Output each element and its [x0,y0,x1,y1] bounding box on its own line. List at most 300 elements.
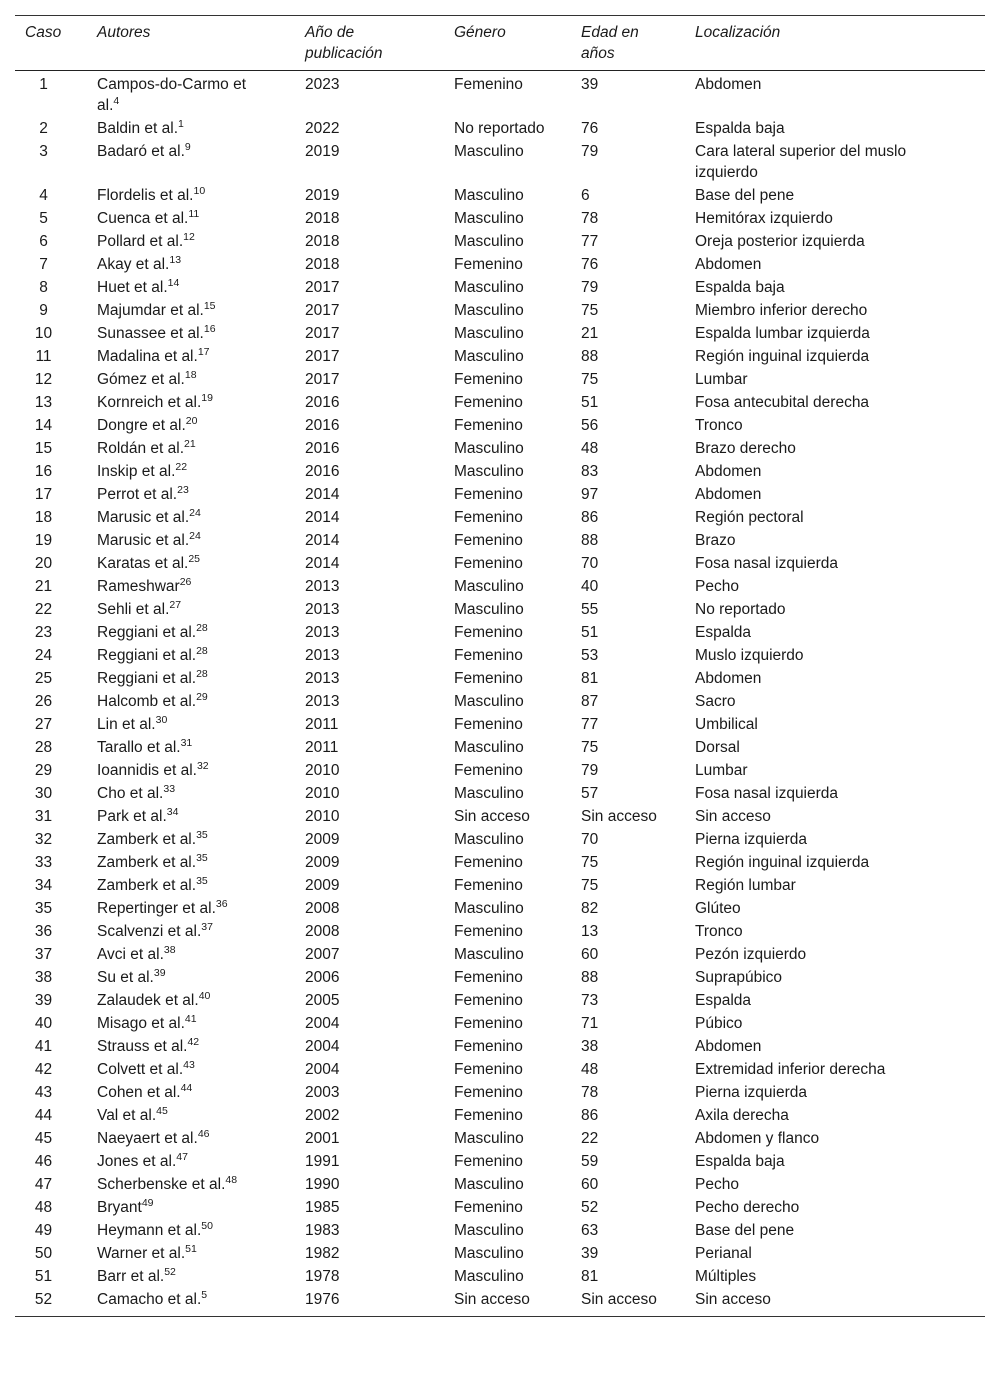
genero-text: Masculino [454,187,524,204]
localizacion-text: Brazo derecho [695,440,796,457]
cell-autores [97,1219,305,1242]
genero-text: Femenino [454,1038,523,1055]
genero-text: Femenino [454,670,523,687]
cell-autores [97,322,305,345]
author-text [97,1128,262,1149]
cell-anio: 2013 [305,601,340,618]
cell-edad [581,1288,695,1317]
cell-edad [581,1127,695,1150]
cell-caso: 2 [39,120,48,137]
cell-genero [454,598,581,621]
author-text [97,921,262,942]
localizacion-text: Base del pene [695,187,795,204]
edad-text: 76 [581,120,599,137]
edad-text: 77 [581,233,599,250]
edad-text: 40 [581,578,599,595]
cell-caso: 14 [34,417,53,434]
author-name: Naeyaert et al. [97,1130,198,1147]
author-text [97,392,262,413]
author-name: Jones et al. [97,1153,177,1170]
cell-localizacion [695,529,985,552]
cell-anio: 2010 [305,808,340,825]
cell-autores [97,920,305,943]
edad-text: 86 [581,509,599,526]
localizacion-text: Abdomen [695,76,762,93]
cell-caso: 13 [34,394,53,411]
author-name: Gómez et al. [97,371,185,388]
cell-autores [97,368,305,391]
cell-autores [97,782,305,805]
cell-caso: 17 [34,486,53,503]
reference-number: 19 [201,392,213,404]
cell-edad [581,805,695,828]
cell-genero [454,1265,581,1288]
cell-genero [454,345,581,368]
cell-edad [581,437,695,460]
genero-text: No reportado [454,120,545,137]
author-text [97,530,262,551]
cell-edad [581,874,695,897]
cell-autores [97,460,305,483]
author-text [97,185,262,206]
localizacion-text: Suprapúbico [695,969,783,986]
author-text [97,967,262,988]
table-row [15,1196,985,1219]
cell-caso: 18 [34,509,53,526]
reference-number: 28 [196,668,208,680]
cell-caso: 1 [39,76,48,93]
cell-localizacion [695,782,985,805]
cell-anio: 2016 [305,394,340,411]
localizacion-text: Abdomen y flanco [695,1130,820,1147]
cell-caso: 37 [34,946,53,963]
author-text [97,1289,262,1310]
cell-edad [581,736,695,759]
cell-genero [454,437,581,460]
genero-text: Masculino [454,946,524,963]
cell-caso: 25 [34,670,53,687]
cell-genero [454,1081,581,1104]
reference-number: 28 [196,645,208,657]
localizacion-text: Abdomen [695,486,762,503]
table-header-row [15,16,985,71]
table-row [15,117,985,140]
table-row [15,529,985,552]
author-text [97,415,262,436]
edad-text: Sin acceso [581,808,657,825]
cell-genero [454,805,581,828]
cell-edad [581,117,695,140]
edad-text: 82 [581,900,599,917]
localizacion-text: Miembro inferior derecho [695,302,868,319]
cell-localizacion [695,1104,985,1127]
cell-edad [581,1012,695,1035]
table-row [15,506,985,529]
table-row [15,644,985,667]
author-name: Zamberk et al. [97,877,197,894]
cell-edad [581,71,695,118]
reference-number: 14 [167,277,180,289]
author-name: Repertinger et al. [97,900,216,917]
author-text [97,461,262,482]
edad-text: 78 [581,1084,599,1101]
cell-autores [97,828,305,851]
cell-caso: 52 [34,1291,53,1308]
table-row [15,322,985,345]
cell-localizacion [695,1173,985,1196]
localizacion-text: Lumbar [695,762,748,779]
reference-number: 32 [196,760,209,772]
cell-edad [581,782,695,805]
cases-table [15,15,985,1317]
author-text [97,553,262,574]
cell-edad [581,989,695,1012]
cell-autores [97,1242,305,1265]
edad-text: 81 [581,670,599,687]
edad-text: 59 [581,1153,599,1170]
table-row [15,71,985,118]
cell-autores [97,644,305,667]
genero-text: Femenino [454,394,523,411]
author-name: Scherbenske et al. [97,1176,226,1193]
cell-genero [454,690,581,713]
cell-genero [454,368,581,391]
cell-localizacion [695,1288,985,1317]
localizacion-text: Pierna izquierda [695,1084,808,1101]
genero-text: Femenino [454,371,523,388]
author-name: Badaró et al. [97,143,185,160]
author-name: Misago et al. [97,1015,185,1032]
cell-edad [581,1219,695,1242]
author-text [97,1082,262,1103]
author-name: Marusic et al. [97,532,190,549]
cell-caso: 35 [34,900,53,917]
table-row [15,1242,985,1265]
cell-autores [97,690,305,713]
cell-localizacion [695,71,985,118]
edad-text: 78 [581,210,599,227]
cell-anio: 2017 [305,348,340,365]
reference-number: 38 [163,944,176,956]
localizacion-text: Fosa nasal izquierda [695,555,839,572]
localizacion-text: Pezón izquierdo [695,946,807,963]
cell-caso: 5 [39,210,48,227]
table-row [15,207,985,230]
edad-text: 39 [581,76,599,93]
cell-localizacion [695,1035,985,1058]
cell-edad [581,667,695,690]
localizacion-text: Pecho [695,1176,739,1193]
localizacion-text: Pierna izquierda [695,831,808,848]
author-name: Val et al. [97,1107,157,1124]
edad-text: 75 [581,371,599,388]
author-text [97,1036,262,1057]
genero-text: Femenino [454,1084,523,1101]
author-name: Kornreich et al. [97,394,202,411]
edad-text: 55 [581,601,599,618]
cell-anio: 2016 [305,417,340,434]
header-anio-text: Año de publicación [305,24,383,62]
cell-genero [454,391,581,414]
cell-genero [454,966,581,989]
edad-text: 75 [581,854,599,871]
author-name: Rameshwar [97,578,180,595]
genero-text: Femenino [454,555,523,572]
cell-autores [97,874,305,897]
localizacion-text: Púbico [695,1015,743,1032]
table-row [15,759,985,782]
cell-localizacion [695,276,985,299]
author-name: Dongre et al. [97,417,186,434]
cell-autores [97,391,305,414]
cell-genero [454,782,581,805]
author-name: Barr et al. [97,1268,165,1285]
author-text [97,599,262,620]
reference-number: 46 [197,1128,210,1140]
genero-text: Masculino [454,302,524,319]
genero-text: Masculino [454,739,524,756]
author-text [97,576,262,597]
cell-genero [454,529,581,552]
cell-caso: 8 [39,279,48,296]
cell-caso: 22 [34,601,53,618]
cell-anio: 1991 [305,1153,340,1170]
header-edad [581,16,695,71]
edad-text: 88 [581,348,599,365]
cell-anio: 2008 [305,923,340,940]
edad-text: 86 [581,1107,599,1124]
cell-localizacion [695,345,985,368]
cell-autores [97,71,305,118]
localizacion-text: Fosa antecubital derecha [695,394,870,411]
author-text [97,277,262,298]
edad-text: 51 [581,394,599,411]
reference-number: 36 [215,898,228,910]
cell-genero [454,1173,581,1196]
reference-number: 21 [184,438,196,450]
cell-localizacion [695,1012,985,1035]
genero-text: Femenino [454,923,523,940]
cell-caso: 45 [34,1130,53,1147]
author-text [97,1243,262,1264]
localizacion-text: Abdomen [695,1038,762,1055]
reference-number: 16 [203,323,216,335]
cell-genero [454,506,581,529]
table-body [15,71,985,1317]
author-text [97,1266,262,1287]
author-text [97,760,262,781]
author-name: Tarallo et al. [97,739,181,756]
table-row [15,1127,985,1150]
cell-autores [97,621,305,644]
genero-text: Masculino [454,1222,524,1239]
cell-edad [581,253,695,276]
cell-edad [581,391,695,414]
cell-localizacion [695,483,985,506]
table-row [15,1265,985,1288]
author-name: Marusic et al. [97,509,190,526]
cell-localizacion [695,299,985,322]
reference-number: 35 [196,852,208,864]
reference-number: 39 [153,967,166,979]
genero-text: Masculino [454,1130,524,1147]
author-name: Pollard et al. [97,233,184,250]
genero-text: Femenino [454,76,523,93]
header-autores: Autores [97,24,151,41]
cell-anio: 2008 [305,900,340,917]
author-text [97,208,262,229]
reference-number: 34 [166,806,179,818]
cell-localizacion [695,460,985,483]
edad-text: 73 [581,992,599,1009]
localizacion-text: Tronco [695,417,743,434]
cell-edad [581,598,695,621]
edad-text: 56 [581,417,599,434]
author-name: Camacho et al. [97,1291,202,1308]
cell-caso: 49 [34,1222,53,1239]
cell-autores [97,1104,305,1127]
cell-caso: 4 [39,187,48,204]
cell-genero [454,851,581,874]
cell-genero [454,828,581,851]
reference-number: 35 [196,829,208,841]
cell-caso: 39 [34,992,53,1009]
localizacion-text: Muslo izquierdo [695,647,804,664]
cell-genero [454,414,581,437]
cell-localizacion [695,117,985,140]
cell-anio: 2017 [305,302,340,319]
table-row [15,299,985,322]
author-name: Cohen et al. [97,1084,181,1101]
cell-edad [581,1058,695,1081]
table-row [15,1219,985,1242]
edad-text: 75 [581,739,599,756]
header-edad-text: Edad en años [581,24,639,62]
cell-genero [454,207,581,230]
table-row [15,391,985,414]
cell-autores [97,851,305,874]
cell-caso: 3 [39,143,48,160]
localizacion-text: Tronco [695,923,743,940]
edad-text: 81 [581,1268,599,1285]
localizacion-text: Región inguinal izquierda [695,854,870,871]
genero-text: Femenino [454,992,523,1009]
author-name: Cho et al. [97,785,164,802]
edad-text: 57 [581,785,599,802]
author-name: Sehli et al. [97,601,170,618]
cell-edad [581,207,695,230]
cell-genero [454,71,581,118]
cell-anio: 2004 [305,1061,340,1078]
cell-anio: 2011 [305,739,339,756]
cell-localizacion [695,391,985,414]
author-name: Flordelis et al. [97,187,194,204]
author-name: Halcomb et al. [97,693,197,710]
reference-number: 24 [189,507,201,519]
genero-text: Femenino [454,256,523,273]
author-text [97,231,262,252]
cell-localizacion [695,322,985,345]
genero-text: Femenino [454,877,523,894]
author-text [97,898,262,919]
cell-edad [581,713,695,736]
cell-edad [581,230,695,253]
table-row [15,782,985,805]
reference-number: 25 [188,553,201,565]
edad-text: 52 [581,1199,599,1216]
cell-edad [581,1035,695,1058]
localizacion-text: Región inguinal izquierda [695,348,870,365]
localizacion-text: Dorsal [695,739,740,756]
author-name: Zalaudek et al. [97,992,199,1009]
cell-caso: 30 [34,785,53,802]
cell-autores [97,345,305,368]
reference-number: 43 [183,1059,195,1071]
cell-edad [581,368,695,391]
cell-autores [97,117,305,140]
cell-caso: 9 [39,302,48,319]
cell-caso: 36 [34,923,53,940]
table-row [15,483,985,506]
author-text [97,300,262,321]
table-row [15,253,985,276]
localizacion-text: Brazo [695,532,736,549]
cell-genero [454,1012,581,1035]
reference-number: 5 [201,1289,208,1301]
author-name: Baldin et al. [97,120,178,137]
cell-genero [454,1219,581,1242]
genero-text: Femenino [454,1015,523,1032]
cell-edad [581,345,695,368]
cell-localizacion [695,1219,985,1242]
table-row [15,437,985,460]
cell-autores [97,1150,305,1173]
edad-text: 70 [581,831,599,848]
cell-genero [454,322,581,345]
cell-autores [97,736,305,759]
cell-anio: 1983 [305,1222,340,1239]
cell-autores [97,1012,305,1035]
header-caso: Caso [25,24,62,41]
localizacion-text: Espalda [695,992,752,1009]
reference-number: 42 [187,1036,200,1048]
cell-edad [581,1196,695,1219]
author-text [97,691,262,712]
table-row [15,667,985,690]
cell-localizacion [695,828,985,851]
cell-genero [454,460,581,483]
author-text [97,714,262,735]
cell-localizacion [695,805,985,828]
cell-anio: 2019 [305,187,340,204]
author-text [97,806,262,827]
cell-edad [581,851,695,874]
cell-genero [454,552,581,575]
cell-autores [97,598,305,621]
author-name: Reggiani et al. [97,670,197,687]
cell-localizacion [695,989,985,1012]
cell-genero [454,1288,581,1317]
author-text [97,668,262,689]
cell-edad [581,644,695,667]
cell-edad [581,1150,695,1173]
genero-text: Masculino [454,463,524,480]
cell-localizacion [695,253,985,276]
edad-text: 53 [581,647,599,664]
author-name: Huet et al. [97,279,168,296]
genero-text: Femenino [454,1153,523,1170]
reference-number: 10 [193,185,206,197]
